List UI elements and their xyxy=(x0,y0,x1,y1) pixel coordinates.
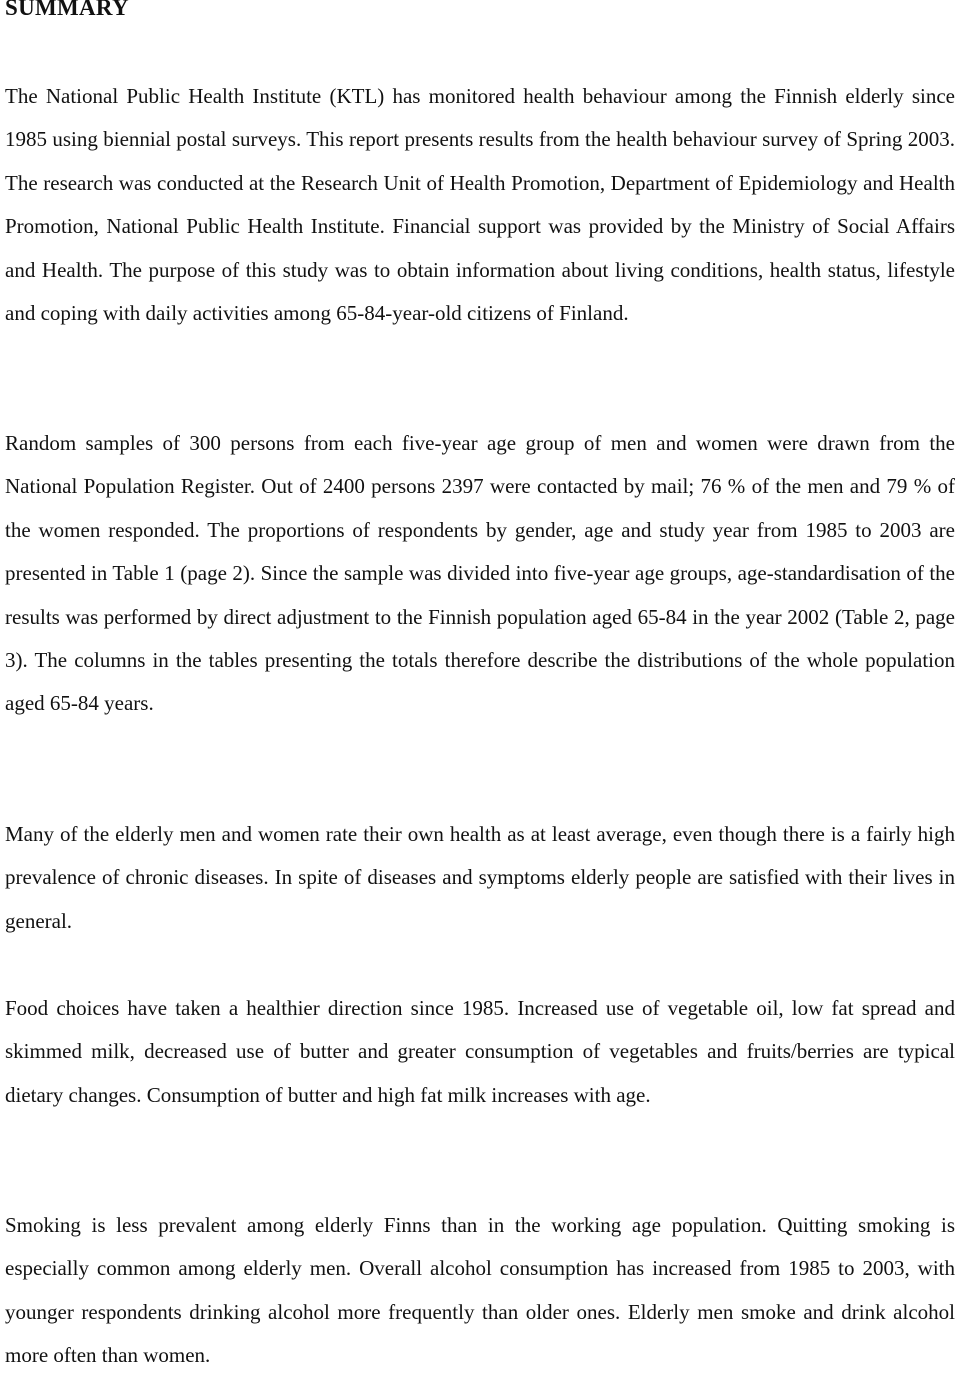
summary-paragraph-3: Many of the elderly men and women rate their own health as at least average, even though there is a fairly high prevalence of chronic diseases. In spite of diseases and symptoms elderly people are satisfied with their lives in general. xyxy=(5,822,955,933)
summary-paragraph-2: Random samples of 300 persons from each five-year age group of men and women were drawn from the National Population Register. Out of 2400 persons 2397 were contacted by mail; 76 % of the men and 79 % of the women responded. The proportions of respondents by gender, age and study year from 1985 to 2003 are presented in Table 1 (page 2). Since the sample was divided into five-year age groups, age-standardisation of the results was performed by direct adjustment to the Finnish population aged 65-84 in the year 2002 (Table 2, page 3). The columns in the tables presenting the totals therefore describe the distributions of the whole population aged 65-84 years. xyxy=(5,431,955,716)
summary-paragraph-1: The National Public Health Institute (KTL) has monitored health behaviour among the Finnish elderly since 1985 using biennial postal surveys. This report presents results from the health behaviour survey of Spring 2003. The research was conducted at the Research Unit of Health Promotion, Department of Epidemiology and Health Promotion, National Public Health Institute. Financial support was provided by the Ministry of Social Affairs and Health. The purpose of this study was to obtain information about living conditions, health status, lifestyle and coping with daily activities among 65-84-year-old citizens of Finland. xyxy=(5,84,955,326)
summary-paragraph-4: Food choices have taken a healthier direction since 1985. Increased use of vegetable oil, low fat spread and skimmed milk, decreased use of butter and greater consumption of vegetables and fruits/berries are typical dietary changes. Consumption of butter and high fat milk increases with age. xyxy=(5,996,955,1107)
section-heading: SUMMARY xyxy=(5,0,129,20)
summary-paragraph-5: Smoking is less prevalent among elderly Finns than in the working age population. Quitting smoking is especially common among elderly men. Overall alcohol consumption has increased from 1985 to 2003, with younger respondents drinking alcohol more frequently than older ones. Elderly men smoke and drink alcohol more often than women. xyxy=(5,1213,955,1368)
document-page xyxy=(5,0,955,1368)
